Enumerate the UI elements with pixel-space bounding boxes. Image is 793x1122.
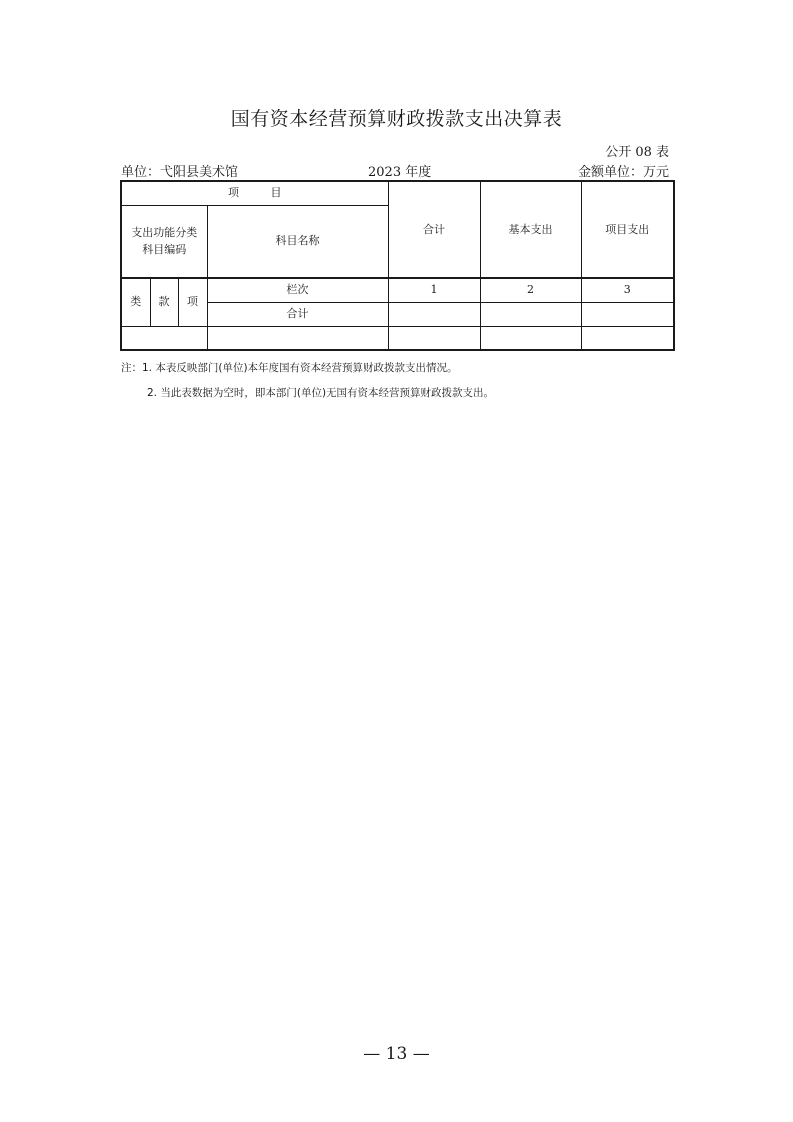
total-column-header: 合计 xyxy=(388,181,480,278)
empty-code-cell xyxy=(121,326,207,350)
reporting-unit: 单位：弋阳县美术馆 xyxy=(121,165,239,180)
column-number-label: 栏次 xyxy=(207,278,388,302)
total-row-total-cell xyxy=(388,302,480,326)
item-header: 项 目 xyxy=(121,181,388,205)
function-code-header-line1: 支出功能分类 xyxy=(131,225,198,239)
column-number-3: 3 xyxy=(581,278,674,302)
column-number-1: 1 xyxy=(388,278,480,302)
expenditure-table xyxy=(120,180,675,351)
project-expenditure-column-header: 项目支出 xyxy=(581,181,674,278)
note-2: 2. 当此表数据为空时，即本部门(单位)无国有资本经营预算财政拨款支出。 xyxy=(147,387,495,399)
column-number-row xyxy=(121,278,674,302)
page-number: — 13 — xyxy=(363,1044,430,1064)
kuan-header: 款 xyxy=(150,278,178,326)
empty-basic-cell xyxy=(480,326,581,350)
total-row-label: 合计 xyxy=(207,302,388,326)
basic-expenditure-column-header: 基本支出 xyxy=(480,181,581,278)
form-number: 公开 08 表 xyxy=(605,145,669,160)
note-1: 注：1. 本表反映部门(单位)本年度国有资本经营预算财政拨款支出情况。 xyxy=(121,362,458,374)
empty-project-cell xyxy=(581,326,674,350)
subject-name-header: 科目名称 xyxy=(207,205,388,278)
lei-header: 类 xyxy=(121,278,150,326)
amount-unit: 金额单位：万元 xyxy=(577,165,669,180)
document-title: 国有资本经营预算财政拨款支出决算表 xyxy=(230,108,563,130)
fiscal-year: 2023 年度 xyxy=(368,165,432,180)
empty-subject-cell xyxy=(207,326,388,350)
column-number-2: 2 xyxy=(480,278,581,302)
function-code-header-line2: 科目编码 xyxy=(142,243,187,257)
empty-total-cell xyxy=(388,326,480,350)
total-row-basic-cell xyxy=(480,302,581,326)
header-row-1 xyxy=(121,181,674,205)
total-row-project-cell xyxy=(581,302,674,326)
data-row-empty xyxy=(121,326,674,350)
function-code-header xyxy=(121,205,207,278)
xiang-header: 项 xyxy=(178,278,207,326)
